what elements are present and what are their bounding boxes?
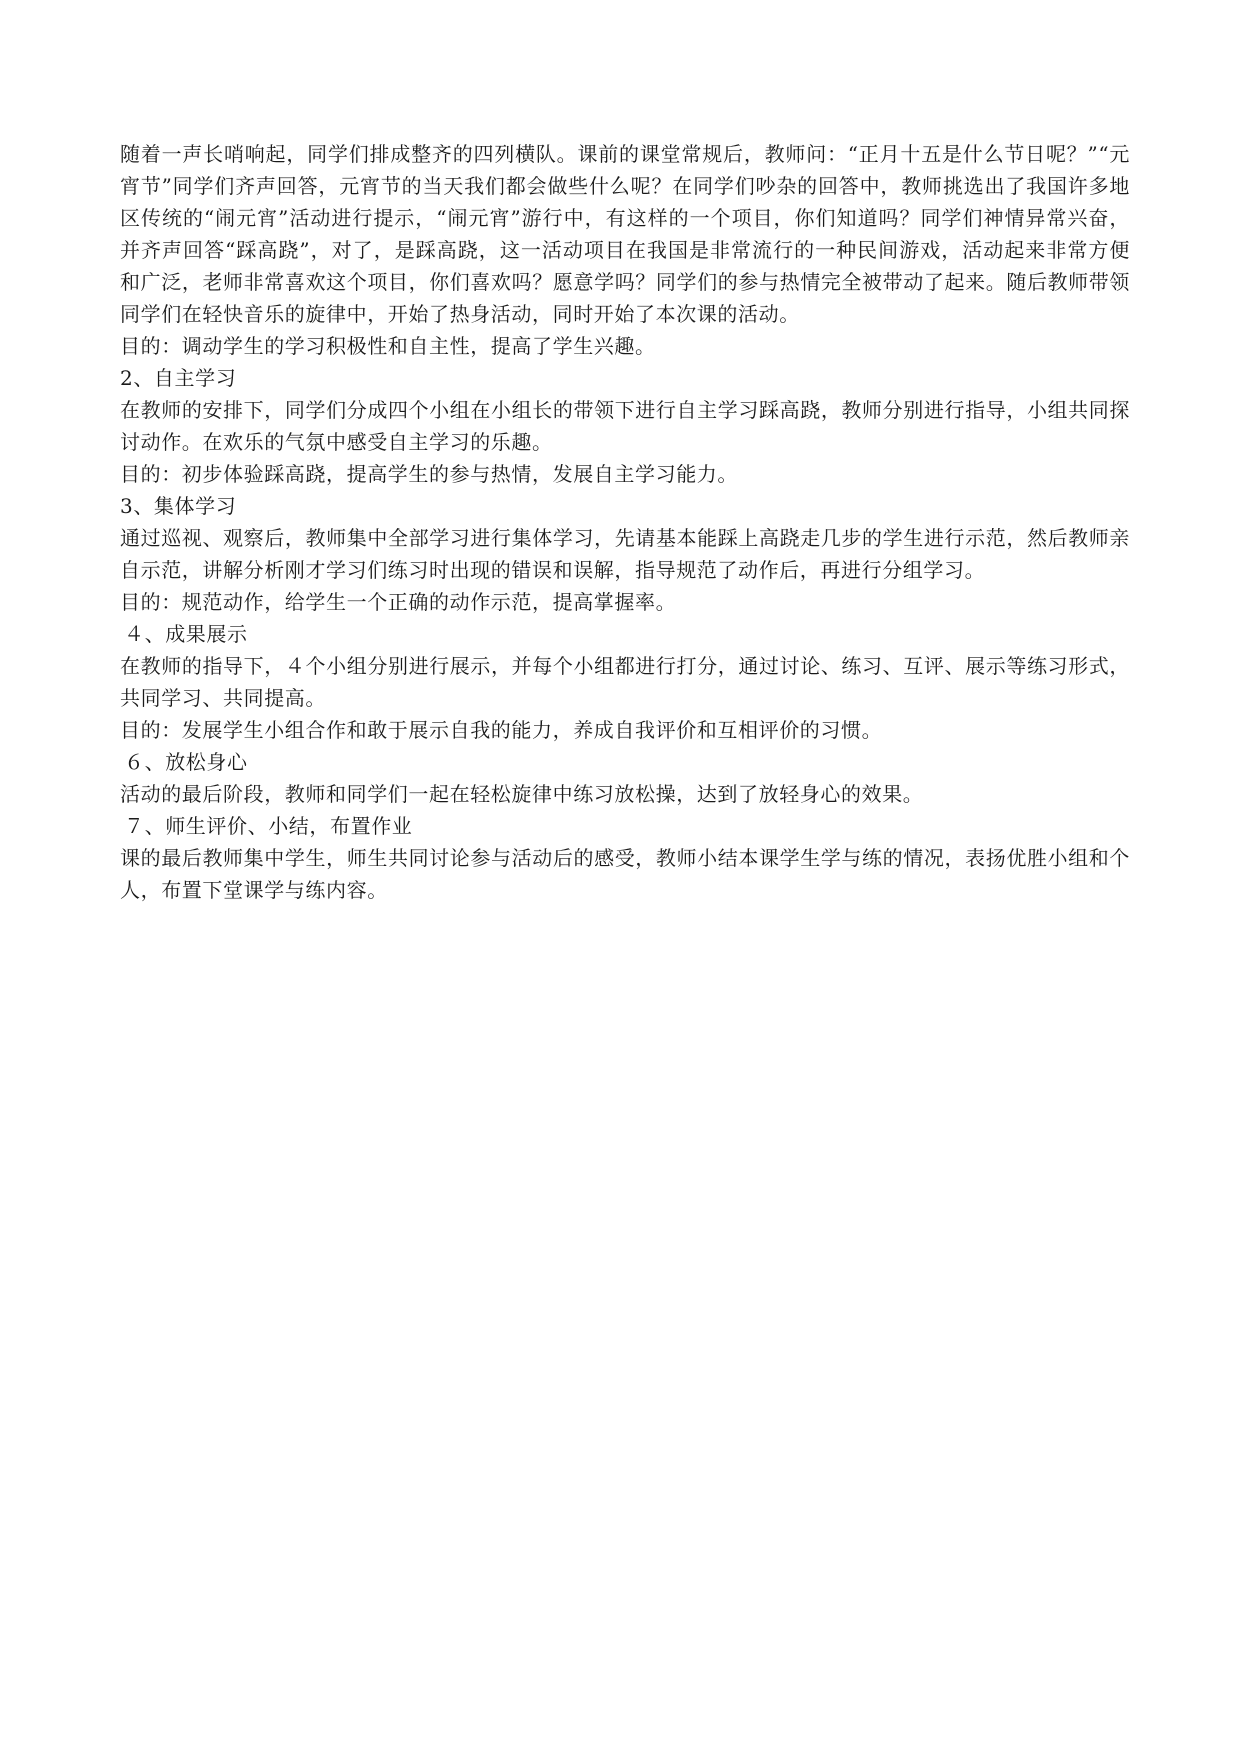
section-4-heading: ４、成果展示	[124, 622, 248, 646]
section-6-heading: ６、放松身心	[124, 750, 248, 774]
section-3-heading: 3、集体学习	[120, 494, 237, 518]
section-2-heading: 2、自主学习	[120, 366, 237, 390]
section-4-purpose: 目的：发展学生小组合作和敢于展示自我的能力，养成自我评价和互相评价的习惯。	[120, 718, 883, 742]
intro-paragraph: 随着一声长哨响起，同学们排成整齐的四列横队。课前的课堂常规后，教师问：“正月十五是什么节日呢？”“元宵节”同学们齐声回答，元宵节的当天我们都会做些什么呢？在同学们吵杂的回答中，教师挑选出了我国许多地区传统的“闹元宵”活动进行提示，“闹元宵”游行中，有这样的一个项目，你们知道吗？同学们神情异常兴奋，并齐声回答“踩高跷”，对了，是踩高跷，这一活动项目在我国是非常流行的一种民间游戏，活动起来非常方便和广泛，老师非常喜欢这个项目，你们喜欢吗？愿意学吗？同学们的参与热情完全被带动了起来。随后教师带领同学们在轻快音乐的旋律中，开始了热身活动，同时开始了本次课的活动。	[120, 142, 1130, 326]
section-3-purpose: 目的：规范动作，给学生一个正确的动作示范，提高掌握率。	[120, 590, 677, 614]
section-2-body: 在教师的安排下，同学们分成四个小组在小组长的带领下进行自主学习踩高跷，教师分别进行指导，小组共同探讨动作。在欢乐的气氛中感受自主学习的乐趣。	[120, 398, 1130, 454]
section-6-body: 活动的最后阶段，教师和同学们一起在轻松旋律中练习放松操，达到了放轻身心的效果。	[120, 782, 924, 806]
section-4-body: 在教师的指导下，４个小组分别进行展示，并每个小组都进行打分，通过讨论、练习、互评、展示等练习形式，共同学习、共同提高。	[120, 654, 1130, 710]
section-7-body: 课的最后教师集中学生，师生共同讨论参与活动后的感受，教师小结本课学生学与练的情况，表扬优胜小组和个人，布置下堂课学与练内容。	[120, 846, 1130, 902]
intro-purpose: 目的：调动学生的学习积极性和自主性，提高了学生兴趣。	[120, 334, 656, 358]
section-7-heading: ７、师生评价、小结，布置作业	[124, 814, 413, 838]
section-3-body: 通过巡视、观察后，教师集中全部学习进行集体学习，先请基本能踩上高跷走几步的学生进行示范，然后教师亲自示范，讲解分析刚才学习们练习时出现的错误和误解，指导规范了动作后，再进行分组学习。	[120, 526, 1130, 582]
section-2-purpose: 目的：初步体验踩高跷，提高学生的参与热情，发展自主学习能力。	[120, 462, 738, 486]
document-body	[120, 138, 1130, 906]
